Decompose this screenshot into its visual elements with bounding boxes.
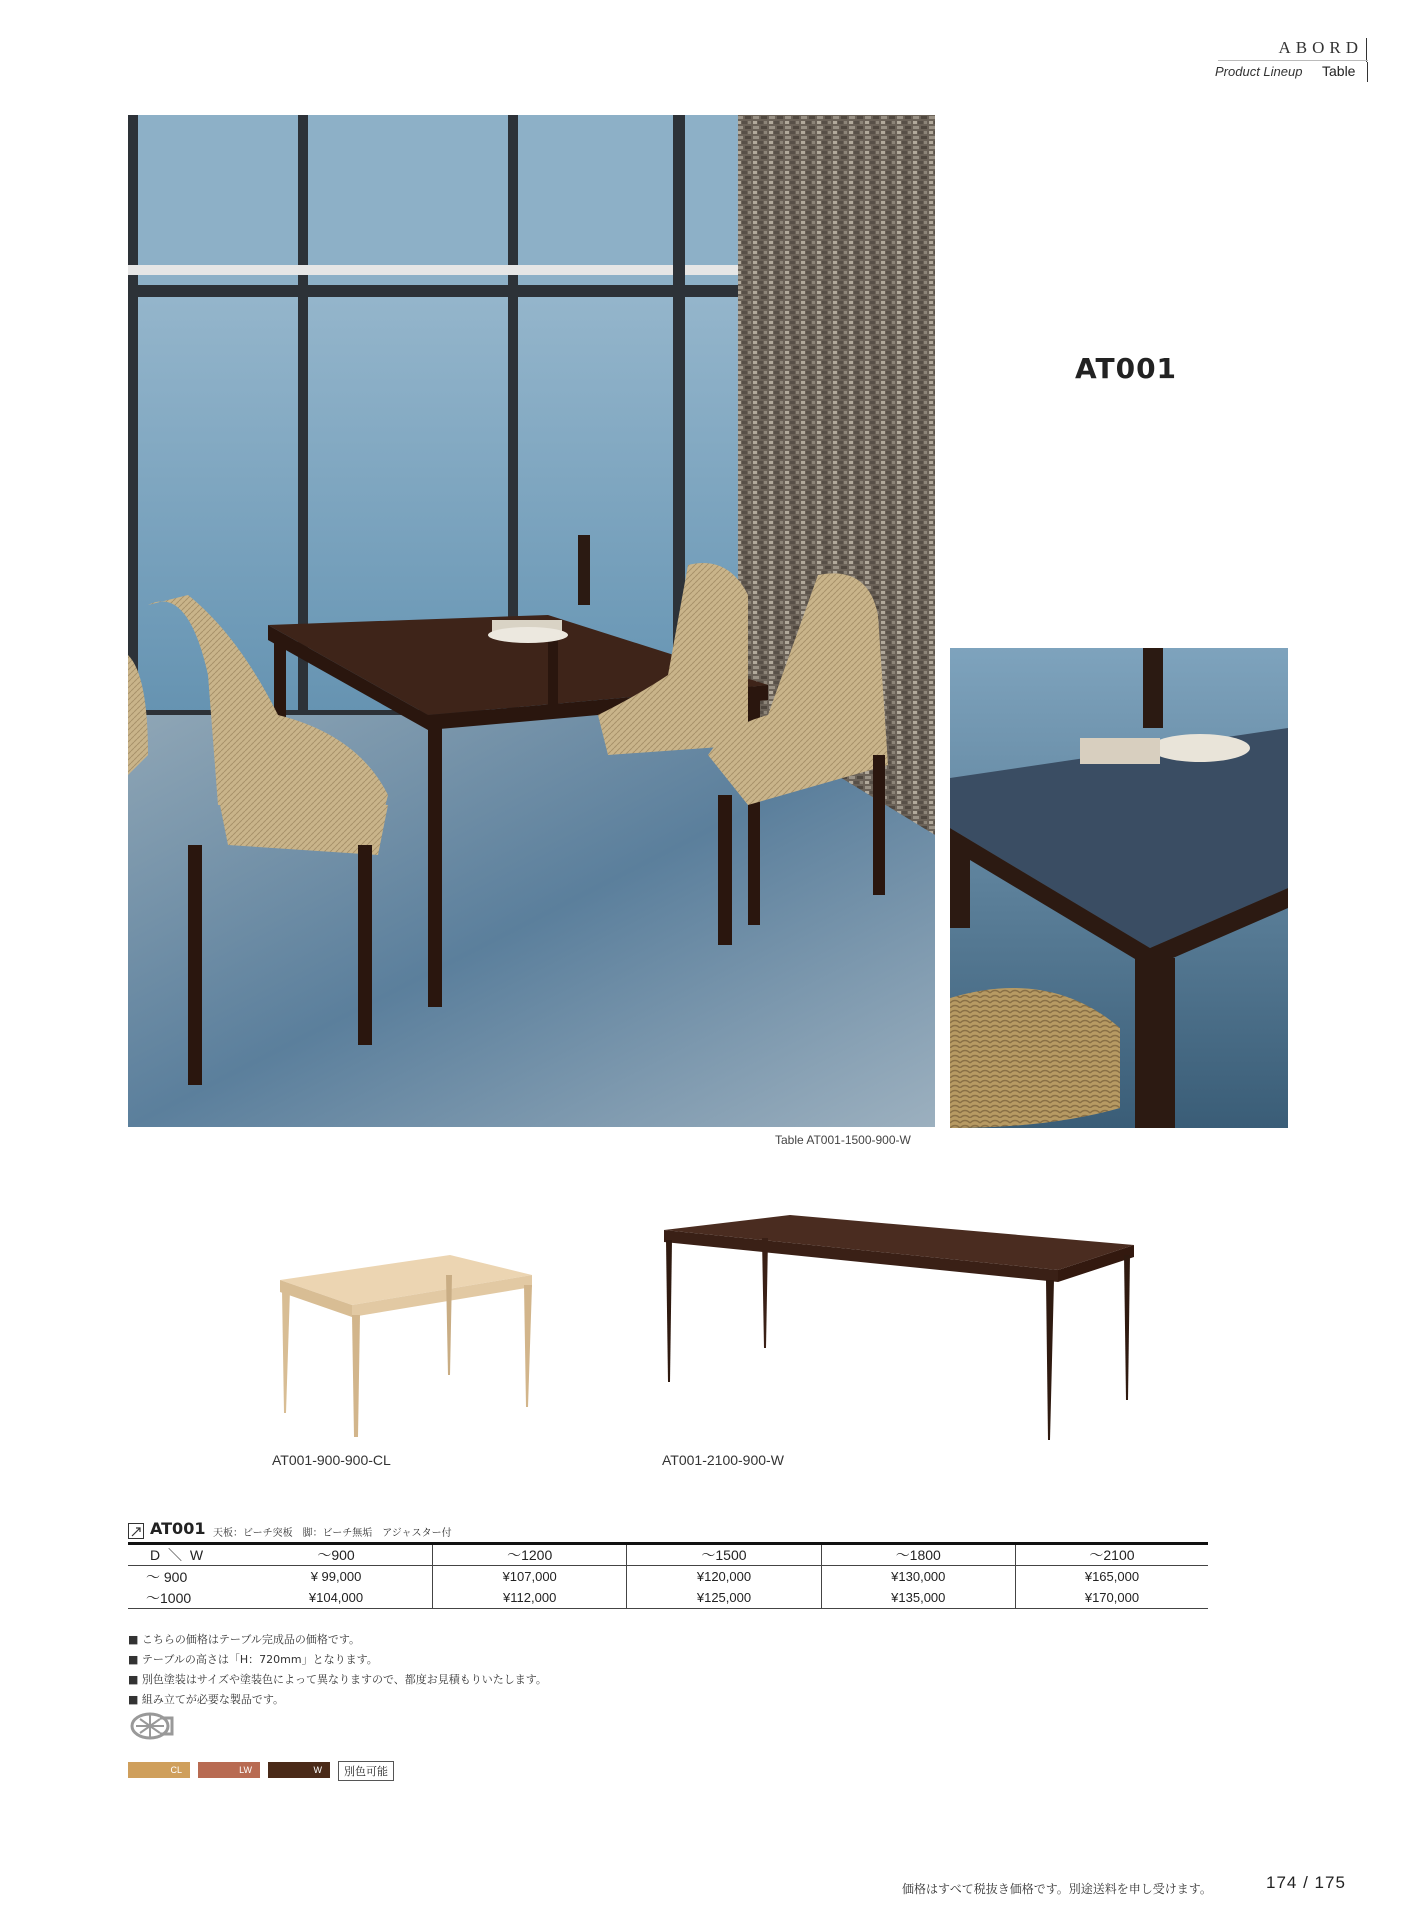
price-cell: ¥125,000 (627, 1587, 821, 1609)
main-photo-caption: Table AT001-1500-900-W (775, 1133, 911, 1147)
footer-note: 価格はすべて税抜き価格です。別途送料を申し受けます。 (902, 1882, 1212, 1896)
price-cell: ¥170,000 (1015, 1587, 1208, 1609)
price-cell: ¥120,000 (627, 1566, 821, 1588)
price-cell: ¥135,000 (821, 1587, 1015, 1609)
product-image-w (660, 1210, 1140, 1450)
category-label: Table (1322, 63, 1356, 79)
note-item: ■ テーブルの高さは「H：720mm」となります。 (128, 1650, 547, 1670)
depth-row-label: ～ 900 (146, 1568, 188, 1585)
price-table-header (128, 1544, 1208, 1566)
width-column-header: ～1200 (433, 1544, 627, 1566)
main-interior-photo (128, 115, 935, 1127)
table-row (128, 1566, 1208, 1588)
spec-description: 天板：ビーチ突板 脚：ビーチ無垢 アジャスター付 (213, 1528, 452, 1539)
width-column-header: ～1800 (821, 1544, 1015, 1566)
page-numbers: 174 / 175 (1266, 1873, 1346, 1892)
price-cell: ¥130,000 (821, 1566, 1015, 1588)
assembly-required-icon (130, 1712, 176, 1740)
price-cell: ¥ 99,000 (310, 1569, 362, 1584)
category-divider (1367, 62, 1368, 82)
notes-list (128, 1630, 547, 1710)
color-swatch-cl: CL (128, 1762, 190, 1778)
width-column-header: ～1500 (627, 1544, 821, 1566)
depth-row-label: ～1000 (146, 1589, 192, 1606)
color-swatch-w: W (268, 1762, 330, 1778)
price-cell: ¥165,000 (1015, 1566, 1208, 1588)
custom-color-badge: 別色可能 (338, 1761, 394, 1781)
price-cell: ¥104,000 (308, 1590, 364, 1605)
price-table (128, 1542, 1208, 1609)
resize-icon (128, 1523, 144, 1539)
width-column-header: ～900 (317, 1547, 355, 1563)
note-item: ■ こちらの価格はテーブル完成品の価格です。 (128, 1630, 547, 1650)
header-divider (1366, 38, 1367, 62)
dimension-corner-label: D ＼ W (150, 1547, 206, 1563)
model-title: AT001 (1075, 352, 1178, 385)
product-caption-w: AT001-2100-900-W (662, 1452, 784, 1468)
detail-photo (950, 648, 1288, 1128)
product-image-cl (270, 1235, 542, 1445)
product-caption-cl: AT001-900-900-CL (272, 1452, 391, 1468)
header-rule (1218, 60, 1368, 61)
product-lineup-label: Product Lineup (1215, 64, 1303, 79)
spec-model-name: AT001 (150, 1519, 206, 1538)
width-column-header: ～2100 (1015, 1544, 1208, 1566)
brand-name: ABORD (1278, 38, 1363, 57)
note-item: ■ 別色塗装はサイズや塗装色によって異なりますので、都度お見積もりいたします。 (128, 1670, 547, 1690)
color-swatch-lw: LW (198, 1762, 260, 1778)
price-cell: ¥112,000 (433, 1587, 627, 1609)
note-item: ■ 組み立てが必要な製品です。 (128, 1690, 547, 1710)
table-row (128, 1587, 1208, 1609)
price-cell: ¥107,000 (433, 1566, 627, 1588)
